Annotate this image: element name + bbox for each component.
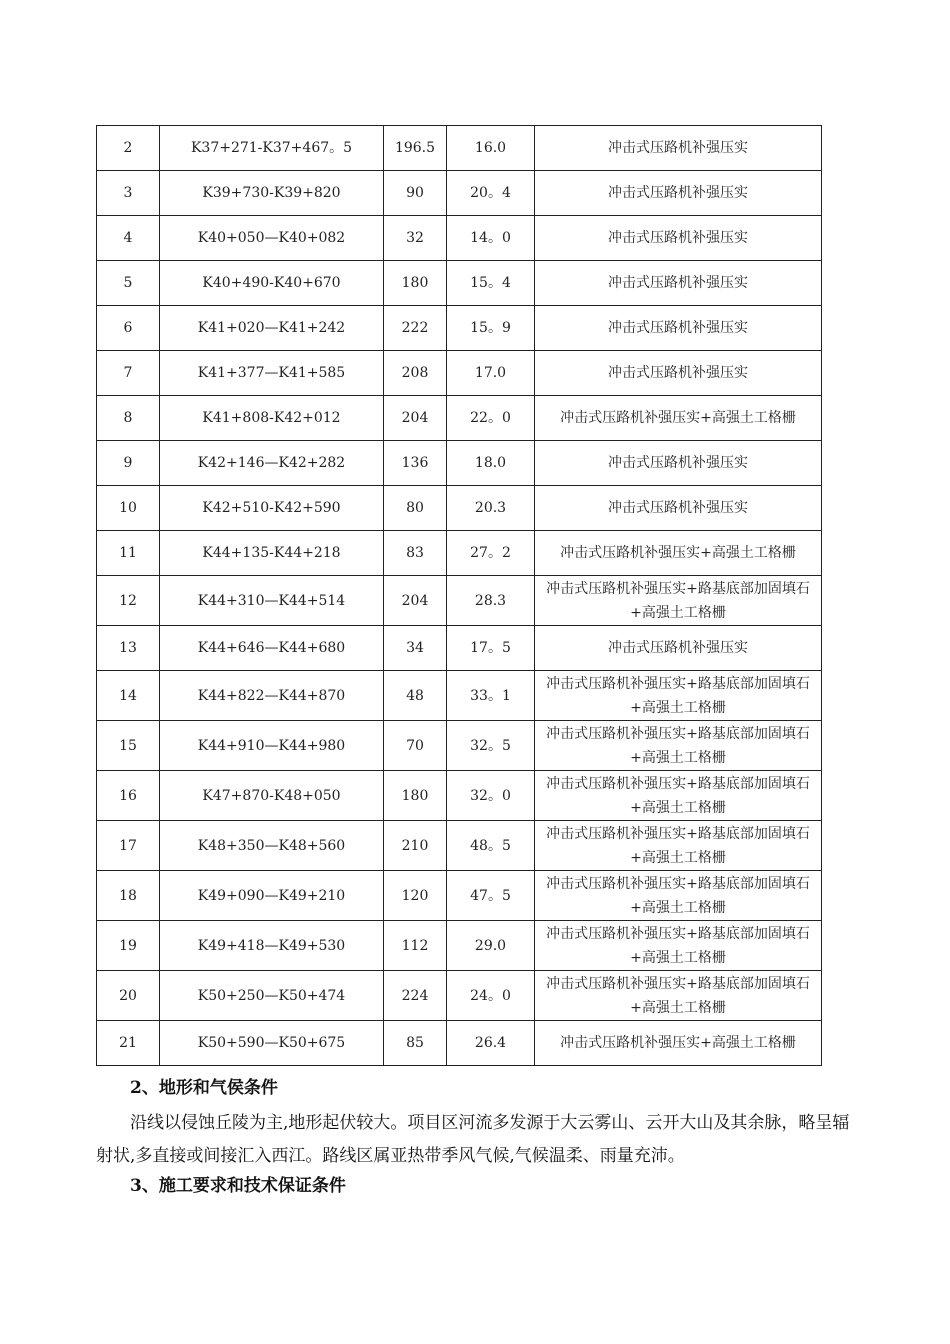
fill-height-cell: 22。0 [447,396,535,441]
length-cell: 112 [384,921,447,971]
fill-height-cell: 17.0 [447,351,535,396]
table-row [97,871,822,921]
row-number-cell: 21 [97,1021,160,1066]
table-body [97,126,822,1066]
table-row [97,171,822,216]
fill-height-cell: 26.4 [447,1021,535,1066]
mileage-range-cell: K40+490-K40+670 [160,261,384,306]
treatment-cell: 冲击式压路机补强压实 [535,261,822,306]
treatment-cell: 冲击式压路机补强压实+路基底部加固填石+高强土工格栅 [535,576,822,626]
mileage-range-cell: K44+135-K44+218 [160,531,384,576]
table-row [97,921,822,971]
fill-height-cell: 16.0 [447,126,535,171]
treatment-cell: 冲击式压路机补强压实 [535,626,822,671]
mileage-range-cell: K48+350—K48+560 [160,821,384,871]
treatment-cell: 冲击式压路机补强压实+高强土工格栅 [535,396,822,441]
fill-height-cell: 29.0 [447,921,535,971]
length-cell: 222 [384,306,447,351]
table-row [97,671,822,721]
fill-height-cell: 48。5 [447,821,535,871]
mileage-range-cell: K41+377—K41+585 [160,351,384,396]
length-cell: 210 [384,821,447,871]
fill-height-cell: 14。0 [447,216,535,261]
table-row [97,821,822,871]
fill-height-cell: 15。4 [447,261,535,306]
length-cell: 120 [384,871,447,921]
length-cell: 208 [384,351,447,396]
row-number-cell: 15 [97,721,160,771]
treatment-cell: 冲击式压路机补强压实+高强土工格栅 [535,531,822,576]
length-cell: 48 [384,671,447,721]
fill-height-cell: 20。4 [447,171,535,216]
length-cell: 83 [384,531,447,576]
fill-height-cell: 27。2 [447,531,535,576]
table-row [97,351,822,396]
treatment-cell: 冲击式压路机补强压实+路基底部加固填石+高强土工格栅 [535,771,822,821]
mileage-range-cell: K49+090—K49+210 [160,871,384,921]
row-number-cell: 11 [97,531,160,576]
treatment-cell: 冲击式压路机补强压实+路基底部加固填石+高强土工格栅 [535,821,822,871]
mileage-range-cell: K39+730-K39+820 [160,171,384,216]
fill-height-cell: 32。5 [447,721,535,771]
mileage-range-cell: K42+510-K42+590 [160,486,384,531]
mileage-range-cell: K41+020—K41+242 [160,306,384,351]
fill-height-cell: 15。9 [447,306,535,351]
length-cell: 224 [384,971,447,1021]
row-number-cell: 12 [97,576,160,626]
fill-height-cell: 32。0 [447,771,535,821]
table-row [97,626,822,671]
row-number-cell: 19 [97,921,160,971]
mileage-range-cell: K44+910—K44+980 [160,721,384,771]
table-row [97,216,822,261]
section-2-paragraph: 沿线以侵蚀丘陵为主,地形起伏较大。项目区河流多发源于大云雾山、云开大山及其余脉，略呈辐射状,多直接或间接汇入西江。路线区属亚热带季风气候,气候温柔、雨量充沛。 [96,1113,850,1166]
length-cell: 204 [384,576,447,626]
row-number-cell: 7 [97,351,160,396]
table-row [97,576,822,626]
fill-height-cell: 47。5 [447,871,535,921]
length-cell: 136 [384,441,447,486]
length-cell: 80 [384,486,447,531]
row-number-cell: 9 [97,441,160,486]
mileage-range-cell: K41+808-K42+012 [160,396,384,441]
table-row [97,126,822,171]
row-number-cell: 8 [97,396,160,441]
section-2-heading: 2、地形和气侯条件 [130,1078,278,1098]
table-row [97,971,822,1021]
mileage-range-cell: K49+418—K49+530 [160,921,384,971]
treatment-cell: 冲击式压路机补强压实 [535,306,822,351]
treatment-cell: 冲击式压路机补强压实 [535,486,822,531]
mileage-range-cell: K42+146—K42+282 [160,441,384,486]
length-cell: 204 [384,396,447,441]
length-cell: 180 [384,261,447,306]
row-number-cell: 6 [97,306,160,351]
table-row [97,1021,822,1066]
table-row [97,396,822,441]
subgrade-treatment-table [96,125,822,1066]
length-cell: 70 [384,721,447,771]
length-cell: 85 [384,1021,447,1066]
fill-height-cell: 33。1 [447,671,535,721]
table-row [97,306,822,351]
row-number-cell: 17 [97,821,160,871]
fill-height-cell: 28.3 [447,576,535,626]
row-number-cell: 10 [97,486,160,531]
length-cell: 90 [384,171,447,216]
mileage-range-cell: K44+822—K44+870 [160,671,384,721]
mileage-range-cell: K50+590—K50+675 [160,1021,384,1066]
fill-height-cell: 18.0 [447,441,535,486]
fill-height-cell: 24。0 [447,971,535,1021]
length-cell: 196.5 [384,126,447,171]
fill-height-cell: 20.3 [447,486,535,531]
fill-height-cell: 17。5 [447,626,535,671]
treatment-cell: 冲击式压路机补强压实 [535,441,822,486]
mileage-range-cell: K40+050—K40+082 [160,216,384,261]
table-row [97,441,822,486]
table-row [97,721,822,771]
treatment-cell: 冲击式压路机补强压实+路基底部加固填石+高强土工格栅 [535,871,822,921]
table-row [97,486,822,531]
row-number-cell: 16 [97,771,160,821]
length-cell: 180 [384,771,447,821]
row-number-cell: 18 [97,871,160,921]
treatment-cell: 冲击式压路机补强压实+路基底部加固填石+高强土工格栅 [535,721,822,771]
row-number-cell: 3 [97,171,160,216]
length-cell: 34 [384,626,447,671]
table-row [97,531,822,576]
table-row [97,771,822,821]
treatment-cell: 冲击式压路机补强压实+路基底部加固填石+高强土工格栅 [535,671,822,721]
treatment-cell: 冲击式压路机补强压实 [535,216,822,261]
treatment-cell: 冲击式压路机补强压实+路基底部加固填石+高强土工格栅 [535,971,822,1021]
treatment-cell: 冲击式压路机补强压实+路基底部加固填石+高强土工格栅 [535,921,822,971]
mileage-range-cell: K50+250—K50+474 [160,971,384,1021]
row-number-cell: 13 [97,626,160,671]
mileage-range-cell: K44+646—K44+680 [160,626,384,671]
length-cell: 32 [384,216,447,261]
section-3-heading: 3、施工要求和技术保证条件 [130,1176,346,1196]
treatment-cell: 冲击式压路机补强压实 [535,351,822,396]
mileage-range-cell: K44+310—K44+514 [160,576,384,626]
row-number-cell: 4 [97,216,160,261]
data-table-container [96,125,822,1066]
row-number-cell: 5 [97,261,160,306]
row-number-cell: 20 [97,971,160,1021]
treatment-cell: 冲击式压路机补强压实 [535,171,822,216]
row-number-cell: 2 [97,126,160,171]
table-row [97,261,822,306]
row-number-cell: 14 [97,671,160,721]
mileage-range-cell: K37+271-K37+467。5 [160,126,384,171]
treatment-cell: 冲击式压路机补强压实+高强土工格栅 [535,1021,822,1066]
mileage-range-cell: K47+870-K48+050 [160,771,384,821]
treatment-cell: 冲击式压路机补强压实 [535,126,822,171]
